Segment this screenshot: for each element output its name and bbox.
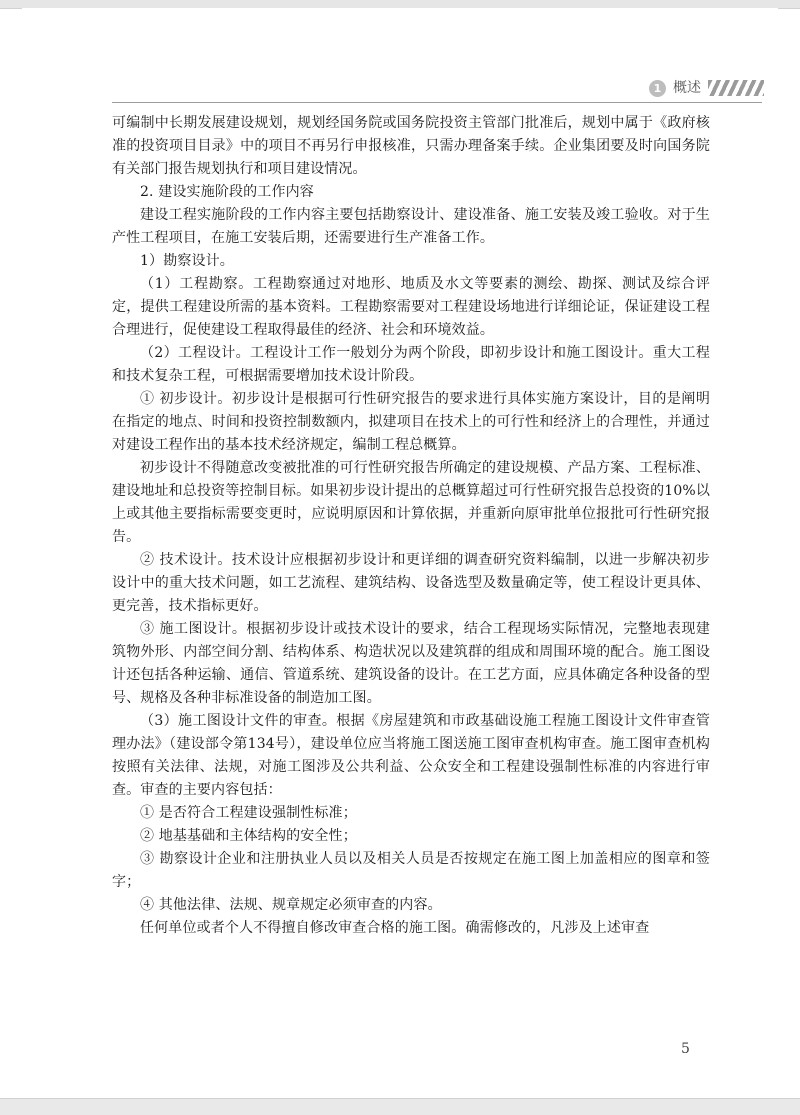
decorative-stripes-icon <box>708 80 764 96</box>
paragraph: （3）施工图设计文件的审查。根据《房屋建筑和市政基础设施工程施工图设计文件审查管理办法》（建设部令第134号），建设单位应当将施工图送施工图审查机构审查。施工图审查机构按照有关法律、法规，对施工图涉及公共利益、公众安全和工程建设强制性标准的内容进行审查。审查的主要内容包括： <box>112 713 710 798</box>
list-item: ① 是否符合工程建设强制性标准； <box>140 805 357 821</box>
paragraph: （1）工程勘察。工程勘察通过对地形、地质及水文等要素的测绘、勘探、测试及综合评定，提供工程建设所需的基本资料。工程勘察需要对工程建设场地进行详细论证，保证建设工程合理进行，促使建设工程取得最佳的经济、社会和环境效益。 <box>112 276 710 338</box>
list-item: ② 地基基础和主体结构的安全性； <box>140 828 357 844</box>
paragraph: 建设工程实施阶段的工作内容主要包括勘察设计、建设准备、施工安装及竣工验收。对于生产性工程项目，在施工安装后期，还需要进行生产准备工作。 <box>112 207 710 246</box>
chapter-number-badge: 1 <box>649 80 666 97</box>
section-heading: 2. 建设实施阶段的工作内容 <box>140 184 314 200</box>
bottom-border-band <box>0 1098 800 1115</box>
paragraph: 任何单位或者个人不得擅自修改审查合格的施工图。确需修改的，凡涉及上述审查 <box>140 920 650 936</box>
paragraph: 可编制中长期发展建设规划，规划经国务院或国务院投资主管部门批准后，规划中属于《政府核准的投资项目目录》中的项目不再另行申报核准，只需办理备案手续。企业集团要及时向国务院有关部门报告规划执行和项目建设情况。 <box>112 115 710 177</box>
list-item: ④ 其他法律、法规、规章规定必须审查的内容。 <box>140 897 442 913</box>
list-item: ③ 施工图设计。根据初步设计或技术设计的要求，结合工程现场实际情况，完整地表现建筑物外形、内部空间分割、结构体系、构造状况以及建筑群的组成和周围环境的配合。施工图设计还包括各种运输、通信、管道系统、建筑设备的设计。在工艺方面，应具体确定各种设备的型号、规格及各种非标准设备的制造加工图。 <box>112 621 710 706</box>
body-text <box>112 112 710 940</box>
list-item: ② 技术设计。技术设计应根据初步设计和更详细的调查研究资料编制，以进一步解决初步设计中的重大技术问题，如工艺流程、建筑结构、设备选型及数量确定等，使工程设计更具体、更完善，技术指标更好。 <box>112 552 710 614</box>
running-header <box>607 76 761 100</box>
subsection-heading: 1）勘察设计。 <box>140 253 234 269</box>
header-rule <box>112 102 762 103</box>
page-number: 5 <box>681 1041 690 1057</box>
list-item: ③ 勘察设计企业和注册执业人员以及相关人员是否按规定在施工图上加盖相应的图章和签字； <box>112 851 710 890</box>
list-item: ① 初步设计。初步设计是根据可行性研究报告的要求进行具体实施方案设计，目的是阐明在指定的地点、时间和投资控制数额内，拟建项目在技术上的可行性和经济上的合理性，并通过对建设工程作出的基本技术经济规定，编制工程总概算。 <box>112 391 710 453</box>
paragraph: 初步设计不得随意改变被批准的可行性研究报告所确定的建设规模、产品方案、工程标准、建设地址和总投资等控制目标。如果初步设计提出的总概算超过可行性研究报告总投资的10%以上或其他主要指标需要变更时，应说明原因和计算依据，并重新向原审批单位报批可行性研究报告。 <box>112 460 710 545</box>
paragraph: （2）工程设计。工程设计工作一般划分为两个阶段，即初步设计和施工图设计。重大工程和技术复杂工程，可根据需要增加技术设计阶段。 <box>112 345 710 384</box>
chapter-title: 概述 <box>673 80 701 96</box>
